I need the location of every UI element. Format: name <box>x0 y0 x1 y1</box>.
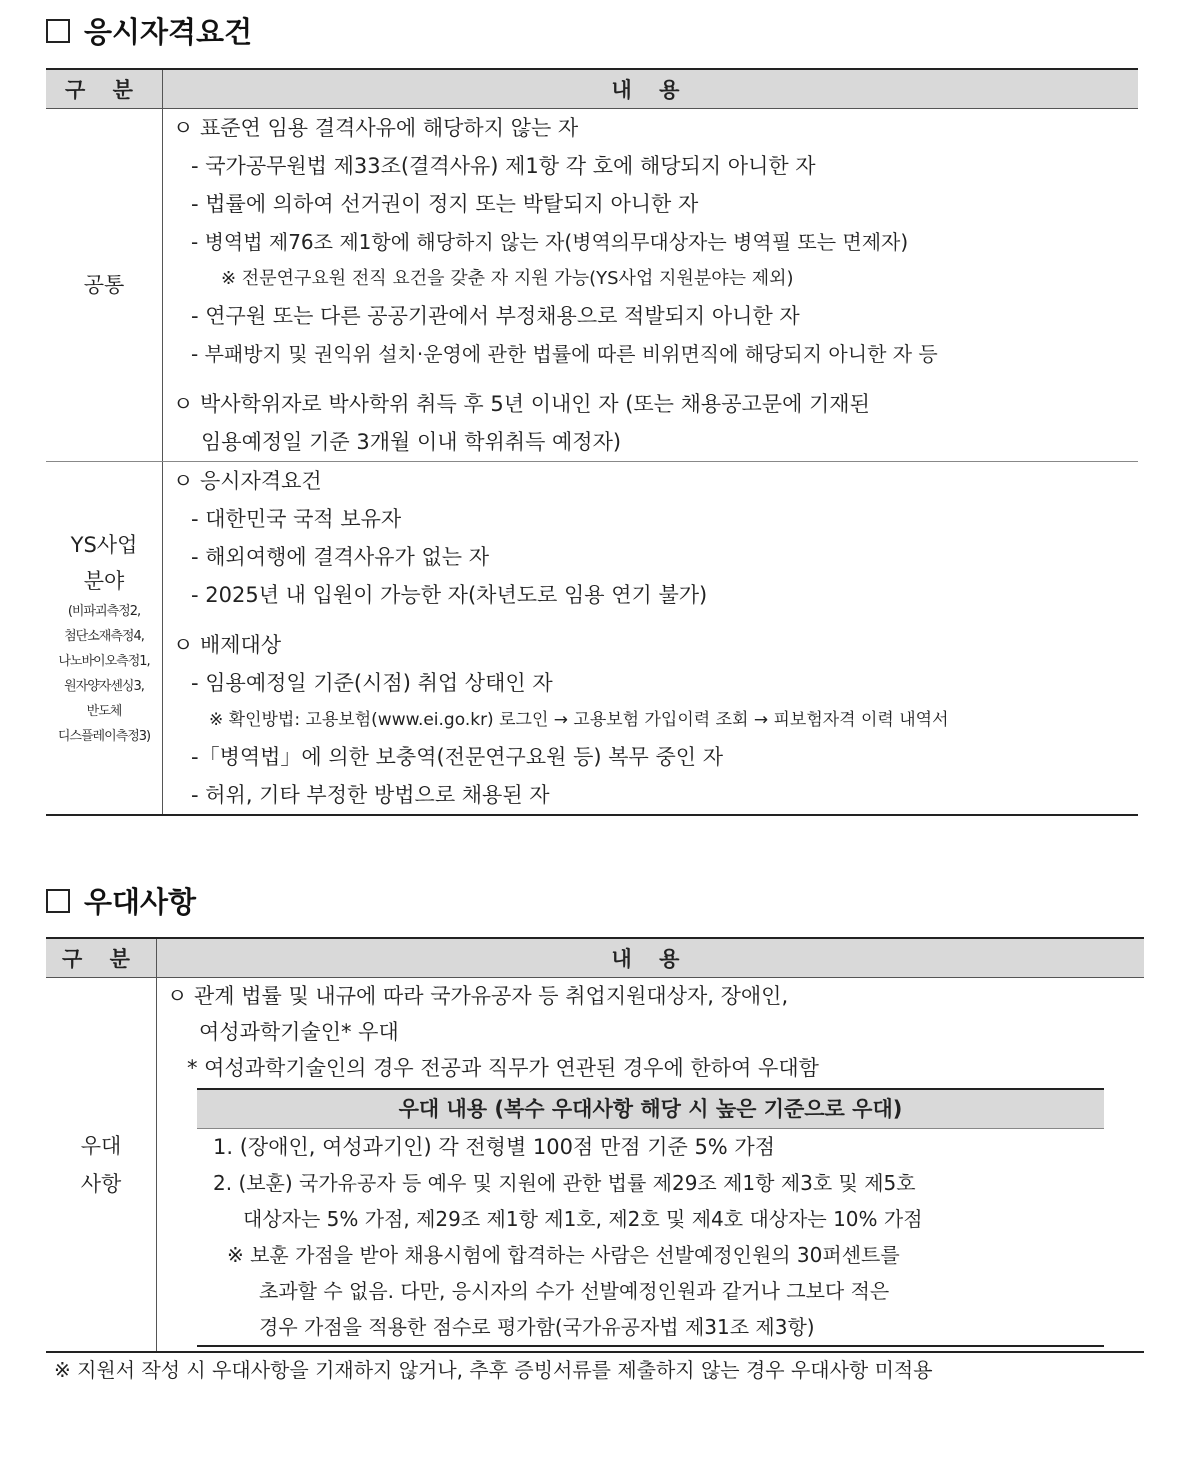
row-content-ys <box>163 462 1139 816</box>
ys-label-line2: 분야 <box>83 569 125 593</box>
row-content-preferences <box>157 978 1145 1353</box>
list-item: - 임용예정일 기준(시점) 취업 상태인 자 <box>191 671 553 695</box>
list-item: 1. (장애인, 여성과기인) 각 전형별 100점 만점 기준 5% 가점 <box>213 1135 776 1159</box>
list-item: - 허위, 기타 부정한 방법으로 채용된 자 <box>191 783 550 807</box>
pref-label-line2: 사항 <box>80 1171 122 1196</box>
row-label-ys <box>46 462 163 816</box>
ys-sub-item: 반도체 <box>86 704 122 719</box>
list-item: - 법률에 의하여 선거권이 정지 또는 박탈되지 아니한 자 <box>191 192 699 216</box>
list-item: ㅇ 박사학위자로 박사학위 취득 후 5년 이내인 자 (또는 채용공고문에 기재된 <box>173 392 870 416</box>
preference-detail-header: 우대 내용 (복수 우대사항 해당 시 높은 기준으로 우대) <box>197 1090 1104 1129</box>
table-row <box>46 109 1138 462</box>
list-item: - 2025년 내 입원이 가능한 자(차년도로 임용 연기 불가) <box>191 583 708 607</box>
section-title-text: 우대사항 <box>84 885 197 919</box>
ys-label-line1: YS사업 <box>70 533 138 557</box>
list-item: - 국가공무원법 제33조(결격사유) 제1항 각 호에 해당되지 아니한 자 <box>191 154 816 178</box>
preference-detail-box <box>197 1088 1104 1347</box>
list-item: ㅇ 응시자격요건 <box>173 469 322 493</box>
ys-sub-item: 첨단소재측정4, <box>64 629 144 644</box>
list-item: - 부패방지 및 권익위 설치·운영에 관한 법률에 따른 비위면직에 해당되지 아니한 자 등 <box>191 342 938 366</box>
header-category: 구 분 <box>46 69 163 109</box>
header-content: 내 용 <box>163 69 1139 109</box>
section-title-eligibility <box>46 10 252 51</box>
list-item: ※ 보훈 가점을 받아 채용시험에 합격하는 사람은 선발예정인원의 30퍼센트를 <box>227 1243 900 1267</box>
list-item: ㅇ 배제대상 <box>173 633 282 657</box>
row-label-common: 공통 <box>46 109 163 462</box>
list-item: * 여성과학기술인의 경우 전공과 직무가 연관된 경우에 한하여 우대함 <box>187 1056 819 1080</box>
list-item: ㅇ 관계 법률 및 내규에 따라 국가유공자 등 취업지원대상자, 장애인, <box>167 984 789 1008</box>
ys-sub-item: 나노바이오측정1, <box>58 654 150 669</box>
list-item: 임용예정일 기준 3개월 이내 학위취득 예정자) <box>201 430 622 454</box>
table-row <box>46 462 1138 816</box>
list-item: -「병역법」에 의한 보충역(전문연구요원 등) 복무 중인 자 <box>191 745 724 769</box>
section-title-preferences <box>46 880 196 921</box>
list-item: - 대한민국 국적 보유자 <box>191 507 402 531</box>
list-item: ※ 확인방법: 고용보험(www.ei.go.kr) 로그인 → 고용보험 가입이력 조회 → 피보험자격 이력 내역서 <box>209 710 949 730</box>
header-category: 구 분 <box>46 938 157 978</box>
row-content-common <box>163 109 1139 462</box>
footnote: ※ 지원서 작성 시 우대사항을 기재하지 않거나, 추후 증빙서류를 제출하지 않는 경우 우대사항 미적용 <box>54 1358 933 1382</box>
checkbox-icon <box>46 889 70 913</box>
list-item: - 해외여행에 결격사유가 없는 자 <box>191 545 489 569</box>
header-content: 내 용 <box>157 938 1145 978</box>
list-item: 경우 가점을 적용한 점수로 평가함(국가유공자법 제31조 제3항) <box>259 1315 815 1339</box>
ys-sub-item: (비파괴측정2, <box>67 604 141 619</box>
list-item: 2. (보훈) 국가유공자 등 예우 및 지원에 관한 법률 제29조 제1항 제3호 및 제5호 <box>213 1171 916 1195</box>
preferences-table <box>46 937 1144 1353</box>
list-item: 초과할 수 없음. 다만, 응시자의 수가 선발예정인원과 같거나 그보다 적은 <box>259 1279 890 1303</box>
ys-sub-item: 디스플레이측정3) <box>57 729 151 744</box>
list-item: ㅇ 표준연 임용 결격사유에 해당하지 않는 자 <box>173 116 579 140</box>
list-item: 대상자는 5% 가점, 제29조 제1항 제1호, 제2호 및 제4호 대상자는 10% 가점 <box>243 1207 923 1231</box>
section-title-text: 응시자격요건 <box>84 15 253 49</box>
list-item: - 병역법 제76조 제1항에 해당하지 않는 자(병역의무대상자는 병역필 또는 면제자) <box>191 230 909 254</box>
ys-sub-item: 원자양자센싱3, <box>64 679 144 694</box>
eligibility-table <box>46 68 1138 816</box>
row-label-preferences <box>46 978 157 1353</box>
table-row <box>46 978 1144 1353</box>
list-item: - 연구원 또는 다른 공공기관에서 부정채용으로 적발되지 아니한 자 <box>191 304 800 328</box>
checkbox-icon <box>46 19 70 43</box>
list-item: ※ 전문연구요원 전직 요건을 갖춘 자 지원 가능(YS사업 지원분야는 제외) <box>221 268 794 289</box>
list-item: 여성과학기술인* 우대 <box>199 1020 399 1044</box>
pref-label-line1: 우대 <box>80 1133 122 1158</box>
